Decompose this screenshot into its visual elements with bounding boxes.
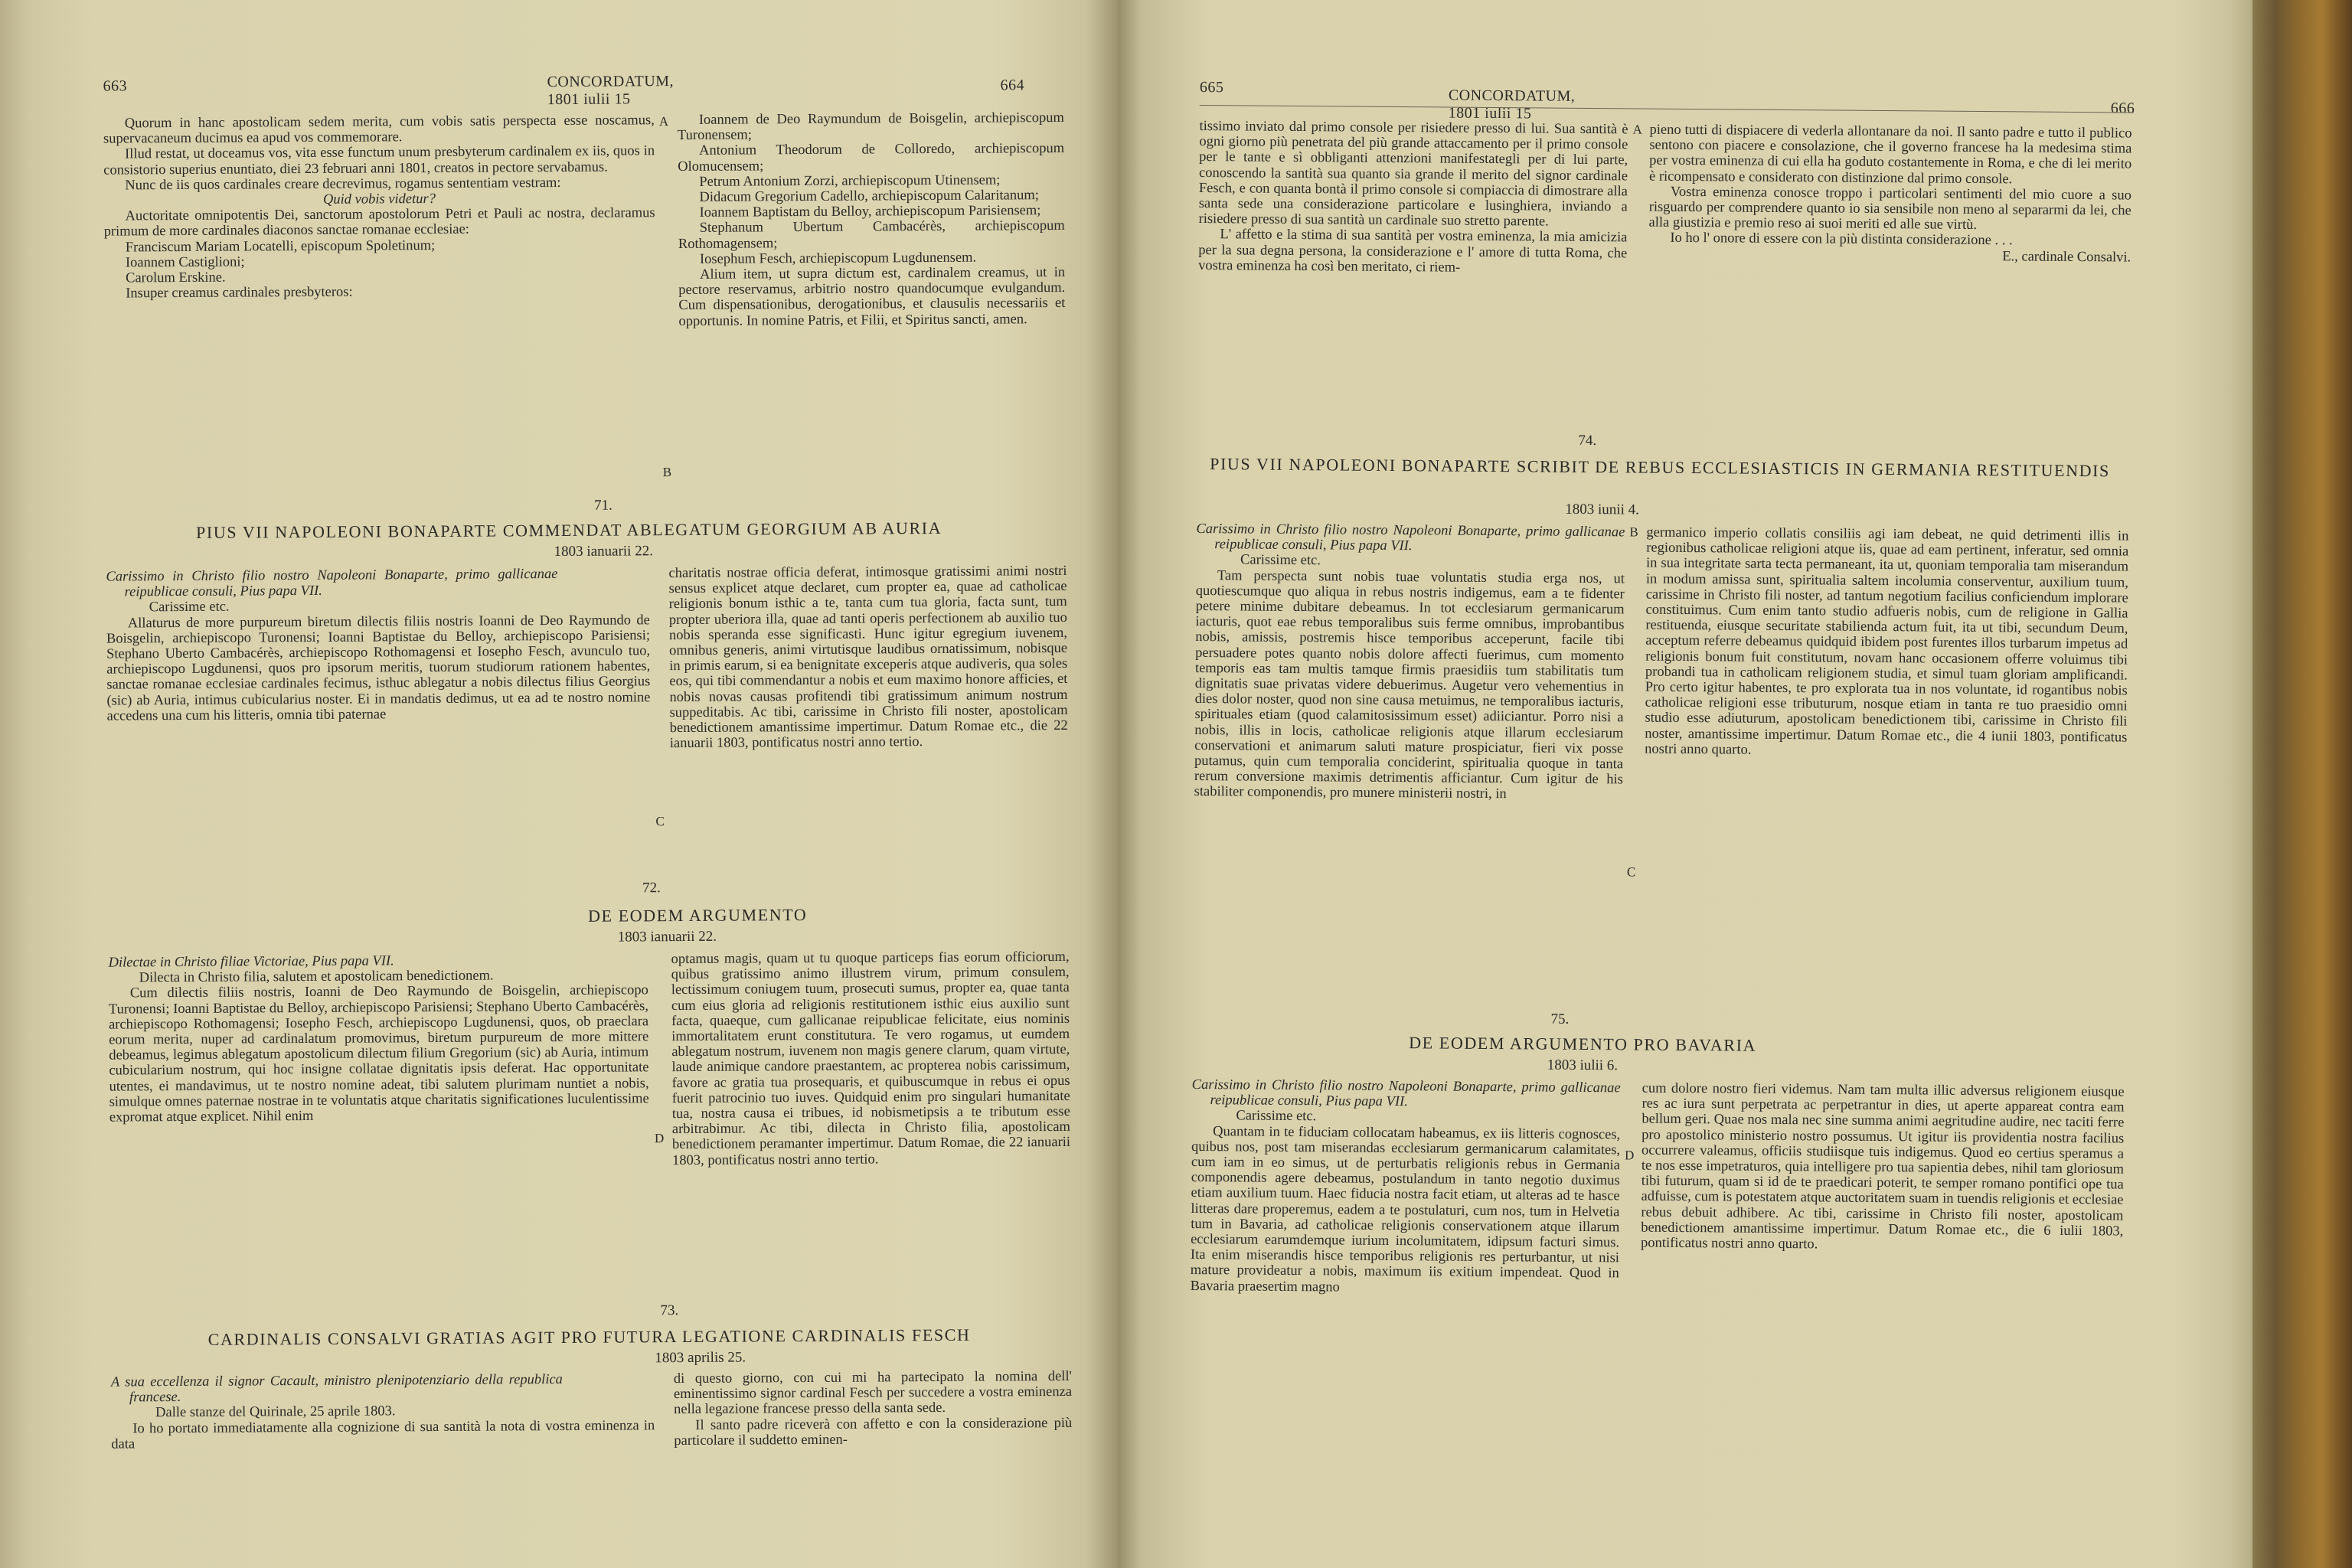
paragraph: Carissime etc. (149, 599, 230, 616)
paragraph: Alium item, ut supra dictum est, cardinalem creamus, ut in pectore reservamus, arbitrio nostro quandocumque evulgandum. Cum dispensationibus, derogationibus, et clausulis necessariis et opportunis. In nomine Patris, et Filii, et Spiritus sancti, amen. (678, 264, 1066, 329)
text-column (1194, 521, 1625, 803)
text-column (671, 949, 1070, 1168)
margin-letter: C (655, 814, 665, 829)
paragraph: Franciscum Mariam Locatelli, episcopum Spoletinum; (125, 237, 436, 256)
paragraph: charitatis nostrae officia deferat, intimosque gratissimi animi nostri sensus explicet atque declaret, cum propter ea, quae ad catholicae religionis bonum isthic a te, tanta cum tua gloria, facta sunt, tum propter uberiora illa, quae ad tanti operis perfectionem ab auxilio tuo nobis speranda esse significasti. Hunc igitur egregium iuvenem, omnibus generis, animi virtutisque laudibus ornatissimum, nobisque in primis earum, si ea benignitate exceperis atque audiveris, qua soles eos, qui tibi commendantur a nobis et eum maximo honore afficies, et nobis novas causas profitendi tibi gratissimum animum nostrum suppeditabis. Ac tibi, carissime in Christo fili noster, apostolicam benedictionem amantissime impertimur. Datum Romae etc., die 22 ianuarii 1803, pontificatus nostri anno tertio. (668, 563, 1068, 752)
paragraph: Io ho portato immediatamente alla cognizione di sua santità la nota di vostra eminenza in data (111, 1417, 655, 1452)
paragraph: Quorum in hanc apostolicam sedem merita, cum vobis satis perspecta esse noscamus, supervacaneum ducimus ea apud vos commemorare. (103, 113, 655, 147)
paragraph: Carissime etc. (1236, 1108, 1317, 1125)
text-column (106, 566, 650, 724)
running-head: CONCORDATUM, 1801 iulii 15 (547, 73, 675, 109)
paragraph: di questo giorno, con cui mi ha partecipato la nomina dell' eminentissimo signor cardinal Fesch per succedere a vostra eminenza nella legazione francese presso della santa sede. (673, 1368, 1073, 1418)
document-number: 75. (1550, 1011, 1570, 1027)
document-title: DE EODEM ARGUMENTO (587, 905, 808, 926)
paragraph: Carissimo in Christo filio nostro Napoleoni Bonaparte, primo gallicanae reipublicae consuli, Pius papa VII. (1191, 1076, 1621, 1110)
margin-letter: D (1624, 1148, 1635, 1163)
paragraph: Ioannem de Deo Raymundum de Boisgelin, archiepiscopum Turonensem; (677, 109, 1064, 144)
paragraph: optamus magis, quam ut tu quoque particeps fias eorum officiorum, quibus gratissimo animo illustrem virum, primum consulem, lectissimum coniugem tuum, prosecuti sumus, propter ea, quae tanta cum eius gloria ad religionis restitutionem isthic eius auxilio sunt facta, quaeque, cum gallicanae reipublicae felicitate, eius nominis immortalitatem erunt constitutura. Te vero rogamus, ut eumdem ablegatum nostrum, iuvenem non magis genere clarum, quam virtute, laude animique candore praestantem, ac propterea nobis carissimum, favore ac gratia tua prosequaris, et quibuscumque in rebus ei opus fuerit patrocinio tuo iuves. Quidquid enim pro singulari humanitate tua, nostra causa ei tribues, id nobismetipsis a te tributum esse arbitrabimur. Ac tibi, dilecta in Christo filia, apostolicam benedictionem peramanter impertimur. Datum Romae, die 22 ianuarii 1803, pontificatus nostri anno tertio. (671, 949, 1071, 1168)
text-column (678, 110, 1066, 329)
book-edge (2252, 0, 2352, 1568)
paragraph: Quid vobis videtur? (322, 191, 436, 207)
left-page (0, 0, 1118, 1568)
text-column (1648, 122, 2132, 266)
document-date: 1803 aprilis 25. (655, 1349, 746, 1367)
paragraph: Antonium Theodorum de Colloredo, archiepiscopum Olomucensem; (678, 141, 1065, 175)
document-date: 1803 ianuarii 22. (554, 543, 653, 560)
paragraph: Insuper creamus cardinales presbyteros: (126, 284, 353, 302)
page-number: 663 (103, 77, 128, 95)
page-number: 665 (1199, 79, 1224, 96)
paragraph: L' affetto e la stima di sua santità per vostra eminenza, la mia amicizia per la sua degna persona, la considerazione e l' amore di tutta Roma, che vostra eminenza ha così ben meritato, ci riem- (1198, 227, 1628, 276)
document-number: 74. (1578, 432, 1597, 449)
paragraph: Illud restat, ut doceamus vos, vita esse functum unum presbyterum cardinalem ex iis, quos in consistorio superius enuntiato, diei 23 februari anni 1801, creatos in pectore servabamus. (103, 143, 655, 178)
paragraph: Carissime etc. (1240, 552, 1321, 569)
paragraph: tissimo inviato dal primo console per risiedere presso di lui. Sua santità è ogni giorno più penetrata del più grande attaccamento per il primo console per le tante e sì obbliganti attenzioni manifestategli per di lui parte, conoscendo la santità sua quanto sia grande il merito del signor cardinale Fesch, e con quanta bontà il primo console si compiaccia di dimostrare alla santa sede una considerazione particolare e lusinghiera, inviando a risiedere presso di sua santità un cardinale suo stretto parente. (1198, 118, 1628, 230)
paragraph: Carissimo in Christo filio nostro Napoleoni Bonaparte, primo gallicanae reipublicae consuli, Pius papa VII. (1196, 521, 1625, 554)
document-number: 73. (660, 1302, 679, 1319)
paragraph: Ioannem Baptistam du Belloy, archiepiscopum Parisiensem; (699, 203, 1041, 221)
text-column (109, 952, 649, 1125)
paragraph: Ioannem Castiglioni; (125, 254, 245, 271)
paragraph: Auctoritate omnipotentis Dei, sanctorum apostolorum Petri et Pauli ac nostra, declaramus primum de more cardinales diaconos sanctae romanae ecclesiae: (103, 205, 655, 240)
paragraph: Didacum Gregorium Cadello, archiepiscopum Calaritanum; (699, 188, 1039, 205)
text-column (1191, 1077, 1621, 1297)
document-date: 1803 iulii 6. (1547, 1057, 1619, 1074)
document-date: 1803 ianuarii 22. (617, 928, 717, 946)
paragraph: Tam perspecta sunt nobis tuae voluntatis studia erga nos, ut quotiescumque quo aliqua in rebus nostris indigemus, eam a te fidenter petere minime dubitare debeamus. In tot ecclesiarum germanicarum iacturis, quot eae rebus temporalibus suis ferme omnibus, improbantibus nobis, amissis, postremis hisce temporibus acceperunt, facile tibi persuadere potes quanto nobis dolore affecti fuerimus, cum momento temporis eas tam multis tamque firmis praesidiis tum stabilitatis tum dignitatis suae privatas videre debuerimus. Augetur vero vehementius in dies dolor noster, quod non sine causa metuimus, ne temporalibus iacturis, spirituales etiam (quod calamitosissimum esset) adiiciantur. Porro nisi a nobis, illis in locis, catholicae religionis atque illarum ecclesiarum conservationi et animarum saluti mature prospiciatur, fieri vix posse putamus, quin cum temporalia conciderint, spiritualia quoque in tanta rerum conversione maximis detrimentis afficiantur. Cum igitur de his stabiliter componendis, pro munere ministerii nostri, in (1194, 567, 1625, 802)
text-column (1198, 119, 1628, 276)
right-page (1118, 0, 2252, 1568)
header-rule (1200, 105, 2134, 113)
paragraph: A sua eccellenza il signor Cacault, ministro plenipotenziario della republica francese. (110, 1371, 563, 1406)
paragraph: Stephanum Ubertum Cambacérès, archiepiscopum Rothomagensem; (678, 218, 1065, 252)
text-column (111, 1371, 655, 1452)
paragraph: Dalle stanze del Quirinale, 25 aprile 1803. (155, 1403, 396, 1421)
paragraph: Petrum Antonium Zorzi, archiepiscopum Utinensem; (699, 172, 1001, 190)
paragraph: Carissimo in Christo filio nostro Napoleoni Bonaparte, primo gallicanae reipublicae consuli, Pius papa VII. (106, 567, 558, 600)
paragraph: Allaturus de more purpureum biretum dilectis filiis nostris Ioanni de Deo Raymundo de Boisgelin, archiepiscopo Turonensi; Ioanni Baptistae du Belloy, archiepiscopo Parisiensi; Stephano Uberto Cambacérès, archiepiscopo Rothomagensi et Iosepho Fesch, avunculo tuo, archiepiscopo Lugdunensi, quos pro ipsorum meritis, tuorum studiorum rationem habentes, sanctae romanae ecclesiae cardinales fecimus, isthuc ablegatur a nobis dilectus filius Georgius (sic) ab Auria, intimus cubicularius noster. Ei in mandatis dedimus, ut ea ad te nostro nomine accedens una cum his litteris, omnia tibi paternae (106, 612, 651, 724)
text-column (1641, 1081, 2125, 1255)
running-head: CONCORDATUM, 1801 iulii 15 (1448, 87, 1576, 122)
paragraph: pieno tutti di dispiacere di vederla allontanare da noi. Il santo padre e tutto il publico sentono con piacere e consolazione, che il governo francese ha la medesima stima per vostra eminenza di cui ella ha goduto costantemente in Roma, e che di lei merito è ricompensato e considerato con distinzione dal primo console. (1648, 122, 2132, 187)
paragraph: Io ho l' onore di essere con la più distinta considerazione . . . (1670, 230, 2013, 249)
document-title: DE EODEM ARGUMENTO PRO BAVARIA (1409, 1033, 1757, 1055)
document-date: 1803 iunii 4. (1565, 501, 1640, 518)
margin-letter: B (662, 465, 672, 480)
margin-letter: A (658, 114, 669, 129)
paragraph: Dilecta in Christo filia, salutem et apostolicam benedictionem. (139, 968, 494, 986)
page-number: 664 (1000, 77, 1025, 94)
margin-letter: D (654, 1131, 665, 1146)
document-title: CARDINALIS CONSALVI GRATIAS AGIT PRO FUTURA LEGATIONE CARDINALIS FESCH (207, 1325, 971, 1349)
text-column (668, 564, 1067, 752)
document-title: PIUS VII NAPOLEONI BONAPARTE COMMENDAT ABLEGATUM GEORGIUM AB AURIA (195, 518, 942, 542)
paragraph: Quantam in te fiduciam collocatam habeamus, ex iis litteris cognosces, quibus nos, post tam miserandas ecclesiarum germanicarum calamitates, cum iam in eo simus, ut de perturbatis religionis rebus in Germania componendis agere debeamus, postulandum in tanto negotio duximus etiam auxilium tuum. Haec fiducia nostra facit etiam, ut alteras ad te hasce litteras dare properemus, eadem a te postulaturi, cum nos, tum in Helvetia tum in Bavaria, ad catholicae religionis conservationem atque illarum ecclesiarum earumdemque iurium incolumitatem, idipsum facturi simus. Ita enim miserandis hisce temporibus religionis res perturbantur, ut nisi mature provideatur a nobis, maximum iis exitium impendeat. Quod in Bavaria praesertim magno (1190, 1123, 1621, 1295)
paragraph: germanico imperio collatis consiliis agi iam debeat, ne quid detrimenti illis in regionibus catholicae religioni atque iis, quae ad eam pertinent, inferatur, sed omnia in sua integritate sarta tecta permaneant, ita ut, quoniam temporalia tam miserandum in modum amissa sunt, spiritualia saltem incolumia conserventur, auxilium tuum, carissime in Christo fili noster, ad tantum negotium facilius conficiendum implorare constituimus. Cum enim tanto studio adfueris nobis, cum de religione in Gallia restituenda, eiusque securitate stabilienda actum fuit, ita ut tibi, secundum Deum, acceptum referre debeamus quidquid ibidem post furentes illos turbarum impetus ad religionis bonum fuit constitutum, novam hanc occasionem offerre voluimus tibi probandi tua in catholicam religionem studia, et simul tuam gloriam amplificandi. Pro certo igitur habentes, te pro explorata tua in nos voluntate, id rogantibus nobis catholicae religioni esse tributurum, nosque etiam in tanta re tuo praesidio omni studio esse adiuturum, apostolicam benedictionem tibi, carissime in Christo fili noster, amantissime impertimur. Datum Romae etc., die 4 iunii 1803, pontificatus nostri anno quarto. (1645, 524, 2129, 758)
margin-letter: C (1626, 864, 1636, 880)
paragraph: Carolum Erskine. (126, 270, 226, 286)
text-column (103, 113, 655, 302)
margin-letter: B (1629, 524, 1638, 540)
document-title: PIUS VII NAPOLEONI BONAPARTE SCRIBIT DE REBUS ECCLESIASTICIS IN GERMANIA RESTITUENDIS (1210, 454, 2110, 481)
page-number: 666 (2110, 100, 2135, 117)
text-column (1645, 525, 2128, 761)
paragraph: Dilectae in Christo filiae Victoriae, Pius papa VII. (108, 953, 394, 971)
paragraph: Iosephum Fesch, archiepiscopum Lugdunensem. (699, 250, 977, 267)
document-number: 71. (593, 497, 612, 514)
paragraph: cum dolore nostro fieri videmus. Nam tam multa illic adversus religionem eiusque res ac iura sunt perpetrata ac perpetrantur in dies, ut aperte appareat contra eam bellum geri. Quae nos mala nec sine summa animi aegritudine audire, nec taciti ferre pro apostolico ministerio nostro possumus. Ut igitur iis providentia nostra facilius occurrere valeamus, officiis studiisque tuis indigemus. Quod eo certius speramus a te nos esse impetraturos, quia intelligere pro tua sapientia debes, nihil tam gloriosum tibi futurum, quam si id de te praedicari poterit, te semper romano pontifici ope tua adfuisse, cum is potestatem atque auctoritatem suam in tuendis religionis et ecclesiae rebus debuit adhibere. Ac tibi, carissime in Christo fili noster, apostolicam benedictionem amantissime impertimur. Datum Romae etc., die 6 iulii 1803, pontificatus nostri anno quarto. (1641, 1080, 2125, 1253)
text-column (674, 1369, 1073, 1449)
document-number: 72. (642, 880, 661, 897)
paragraph: Il santo padre riceverà con affetto e con la considerazione più particolare il suddetto eminen- (674, 1415, 1073, 1449)
paragraph: Cum dilectis filiis nostris, Ioanni de Deo Raymundo de Boisgelin, archiepiscopo Turonensi; Ioanni Baptistae du Belloy, archiepiscopo Parisiensi; Stephano Uberto Cambacérès, archiepiscopo Rothomagensi; Iosepho Fesch, archiepiscopo Lugdunensi, quos, ob praeclara eorum merita, nuper ad cardinalatum promovimus, biretum purpureum de more mittere debeamus, legimus ablegatum apostolicum dilectum filium Gregorium (sic) ab Auria, intimum cubicularium nostrum, qui hoc insigne collatae dignitatis ipsis deferat. Hac opportunitate utentes, ei mandavimus, ut te nostro nomine adeat, tibi salutem plurimam nuntiet a nobis, simulque omnes paternae nostrae in te voluntatis atque charitatis significationes luculentissime expromat atque explicet. Nihil enim (108, 982, 649, 1125)
paragraph: Vostra eminenza conosce troppo i particolari sentimenti del mio cuore a suo risguardo per comprendere quanto io sia sensibile non meno al separarmi da lei, che alla giustizia e premio reso ai suoi meriti ed alle sue virtù. (1648, 184, 2132, 234)
paragraph: Nunc de iis quos cardinales creare decrevimus, rogamus sententiam vestram: (125, 175, 561, 194)
margin-letter: A (1632, 122, 1642, 137)
signature: E., cardinale Consalvi. (2002, 248, 2132, 266)
